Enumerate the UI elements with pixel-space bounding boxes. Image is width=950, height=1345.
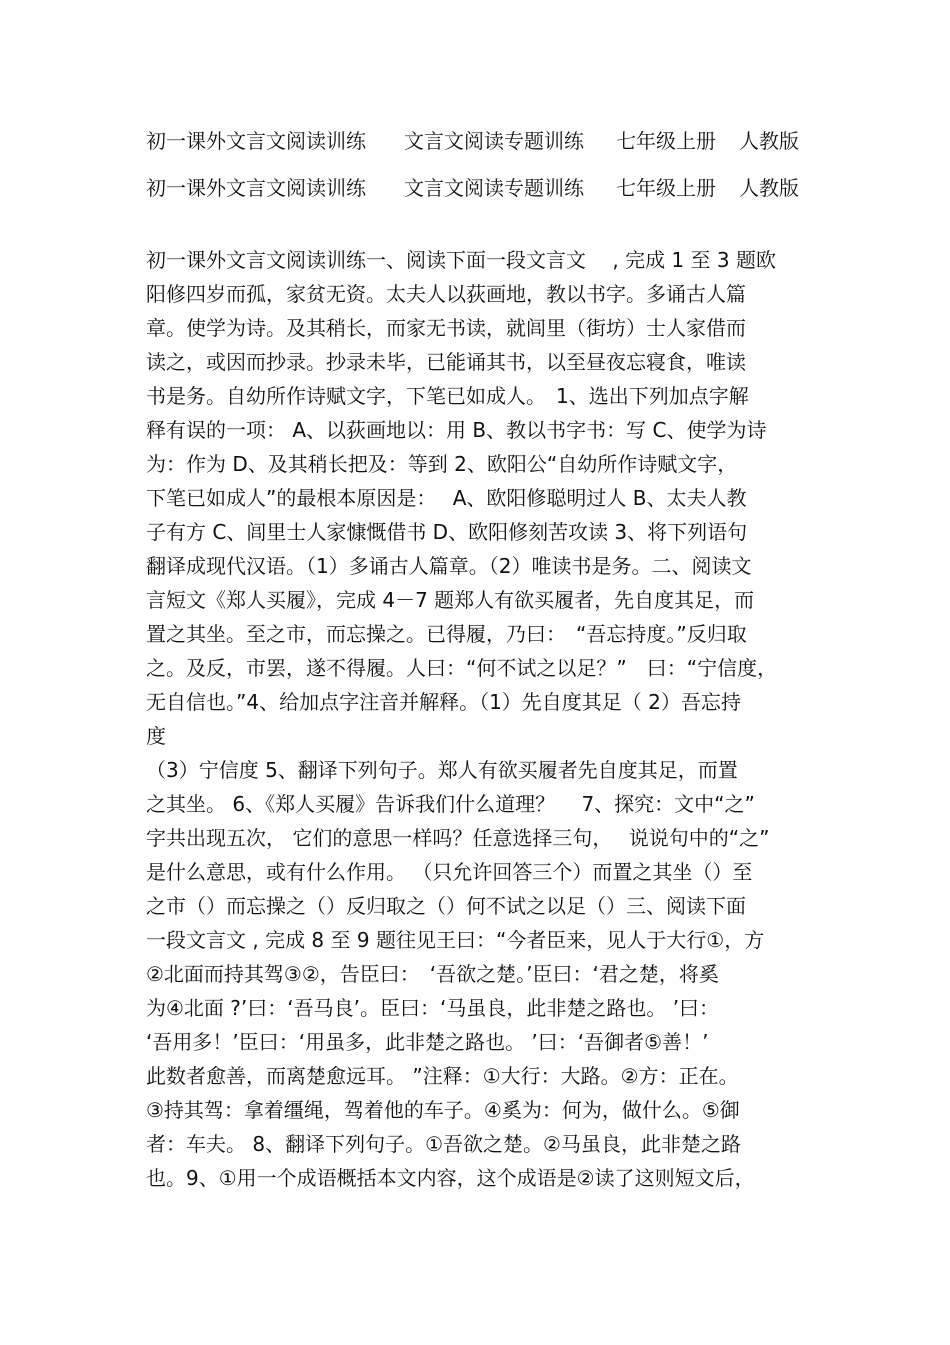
body-line: 者：车夫。 8、翻译下列句子。①吾欲之楚。②马虽良，此非楚之路 [146,1132,741,1156]
header-grade: 七年级上册 [616,129,716,153]
header-topic: 文言文阅读专题训练 [404,176,584,200]
body-line: ②北面而持其驾③②，告臣曰： ‘吾欲之楚。’臣曰：‘君之楚，将奚 [146,962,719,986]
body-line: 字共出现五次， 它们的意思一样吗？任意选择三句， 说说句中的“之” [146,826,770,850]
body-line: 书是务。自幼所作诗赋文字，下笔已如成人。 1、选出下列加点字解 [146,384,749,408]
body-line: 读之，或因而抄录。抄录未毕，已能诵其书，以至昼夜忘寝食，唯读 [146,350,746,374]
header-edition: 人教版 [739,176,799,200]
body-line: 之市（）而忘操之（）反归取之（）何不试之以足（）三、阅读下面 [146,894,746,918]
body-line: 之其坐。 6、《郑人买履》告诉我们什么道理？ 7、探究：文中“之” [146,792,755,816]
body-line: （3）宁信度 5、翻译下列句子。郑人有欲买履者先自度其足，而置 [146,758,738,782]
body-line: 释有误的一项： A、以荻画地以：用 B、教以书字书：写 C、使学为诗 [146,418,767,442]
body-line: 无自信也。”4、给加点字注音并解释。（1）先自度其足（ 2）吾忘持 [146,690,741,714]
body-line: 翻译成现代汉语。（1）多诵古人篇章。（2）唯读书是务。二、阅读文 [146,554,752,578]
body-line: 一段文言文 , 完成 8 至 9 题往见王曰：“今者臣来，见人于大行①，方 [146,928,765,952]
body-line: 是什么意思，或有什么作用。 （只允许回答三个）而置之其坐（）至 [146,860,753,884]
body-line: 言短文《郑人买履》，完成 4－7 题郑人有欲买履者，先自度其足，而 [146,588,755,612]
header-edition: 人教版 [739,129,799,153]
body-line: ③持其驾：拿着缰绳，驾着他的车子。④奚为：何为，做什么。⑤御 [146,1098,740,1122]
body-line: 也。9、①用一个成语概括本文内容，这个成语是②读了这则短文后， [146,1166,755,1190]
body-line: 子有方 C、闾里士人家慷慨借书 D、欧阳修刻苦攻读 3、将下列语句 [146,520,748,544]
body-line: 为：作为 D、及其稍长把及：等到 2、欧阳公“自幼所作诗赋文字， [146,452,738,476]
body-line: 初一课外文言文阅读训练一、阅读下面一段文言文 , 完成 1 至 3 题欧 [146,248,776,272]
body-line: 之。及反，市罢，遂不得履。人曰：“何不试之以足？” 曰：“宁信度， [146,656,778,680]
body-line: ‘吾用多！’臣曰：‘用虽多，此非楚之路也。 ’曰：‘吾御者⑤善！’ [146,1030,709,1054]
body-line: 下笔已如成人”的最根本原因是： A、欧阳修聪明过人 B、太夫人教 [146,486,747,510]
body-line: 章。使学为诗。及其稍长，而家无书读，就闾里（街坊）士人家借而 [146,316,746,340]
header-topic: 文言文阅读专题训练 [404,129,584,153]
body-line: 为④北面 ?’曰：‘吾马良’。臣曰：‘马虽良，此非楚之路也。 ’曰： [146,996,720,1020]
body-line: 度 [146,724,166,748]
body-line: 置之其坐。至之市，而忘操之。已得履，乃曰： “吾忘持度。”反归取 [146,622,747,646]
body-line: 阳修四岁而孤，家贫无资。太夫人以荻画地，教以书字。多诵古人篇 [146,282,746,306]
header-course-title: 初一课外文言文阅读训练 [146,129,366,153]
header-course-title: 初一课外文言文阅读训练 [146,176,366,200]
header-grade: 七年级上册 [616,176,716,200]
body-line: 此数者愈善，而离楚愈远耳。 ”注释：①大行：大路。②方：正在。 [146,1064,739,1088]
